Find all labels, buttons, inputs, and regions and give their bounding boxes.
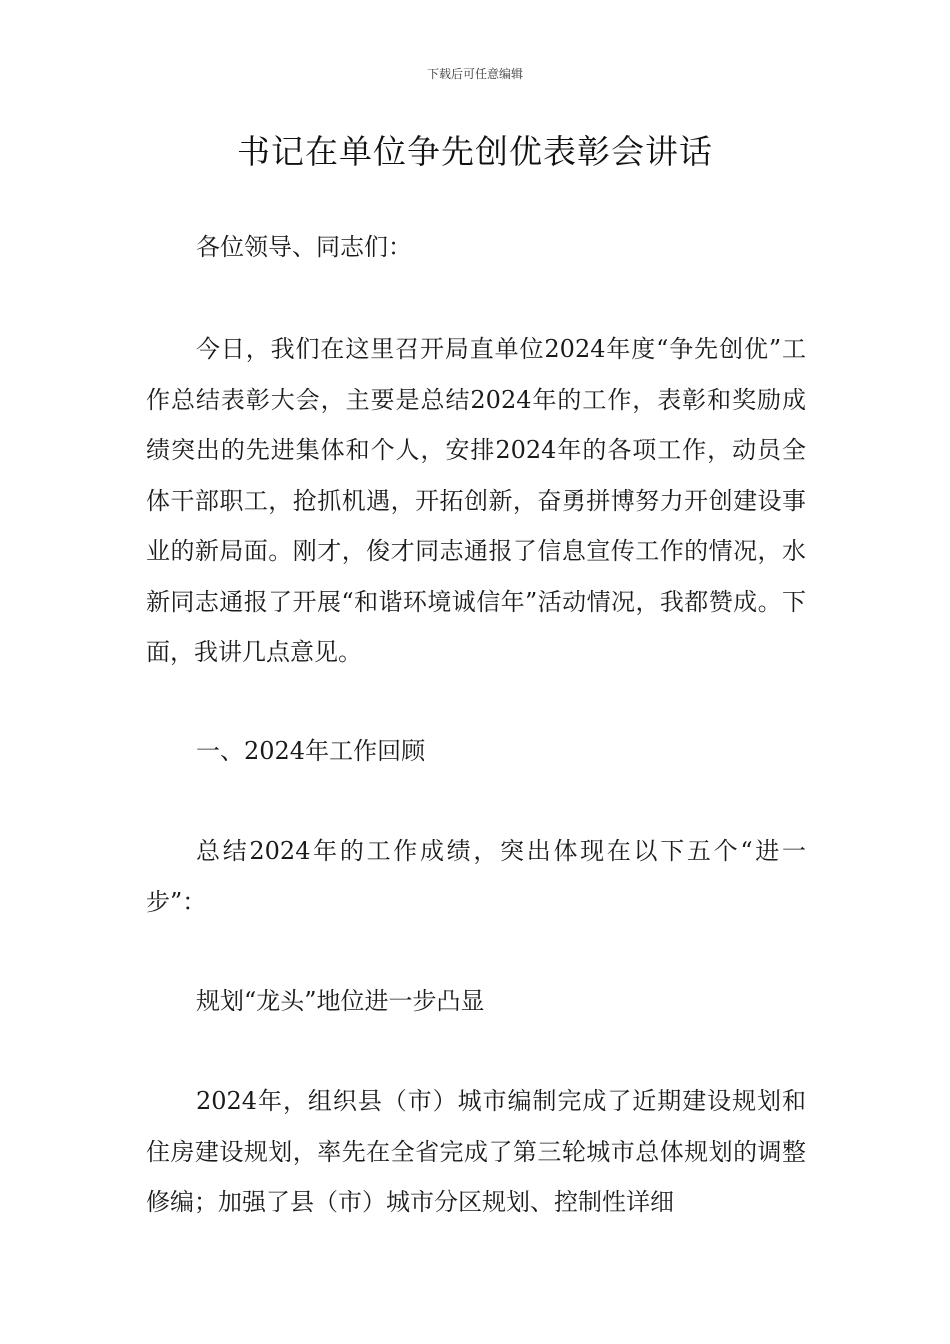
document-title: 书记在单位争先创优表彰会讲话: [237, 132, 713, 171]
header-note: 下载后可任意编辑: [426, 67, 523, 81]
paragraph-intro: 今日，我们在这里召开局直单位2024年度“争先创优”工作总结表彰大会，主要是总结2024年的工作，表彰和奖励成绩突出的先进集体和个人，安排2024年的各项工作，动员全体干部职工，抢抓机遇，开拓创新，奋勇拼博努力开创建设事业的新局面。刚才，俊才同志通报了信息宣传工作的情况，水新同志通报了开展“和谐环境诚信年”活动情况，我都赞成。下面，我讲几点意见。: [146, 335, 806, 666]
salutation: 各位领导、同志们：: [196, 233, 412, 261]
section-heading: 一、2024年工作回顾: [196, 737, 426, 765]
paragraph-planning: 2024年，组织县（市）城市编制完成了近期建设规划和住房建设规划，率先在全省完成了第三轮城市总体规划的调整修编；加强了县（市）城市分区规划、控制性详细: [146, 1087, 806, 1216]
subsection-heading: 规划“龙头”地位进一步凸显: [196, 987, 485, 1015]
paragraph-summary: 总结2024年的工作成绩，突出体现在以下五个“进一步”：: [146, 837, 806, 916]
